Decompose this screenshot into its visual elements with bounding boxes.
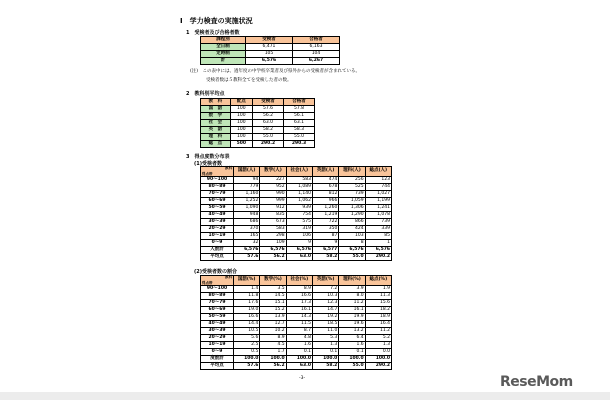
- header-row: [201, 167, 392, 177]
- column-header: 英語(%): [312, 276, 338, 286]
- row-label: 計: [201, 58, 246, 65]
- row-label: 90～100: [201, 286, 234, 293]
- table-cell: 14.4: [234, 321, 260, 328]
- table-cell: 14.5: [260, 293, 286, 300]
- ratio-table-heading: (2)受検者数の割合: [194, 269, 238, 275]
- row-label: 20～29: [201, 226, 234, 233]
- row-label: 人数計: [201, 247, 234, 254]
- table-cell: 912: [260, 205, 286, 212]
- note-line-2: 受検者数は５教科全てを受検した者の数。: [206, 78, 292, 83]
- table-cell: 256: [339, 177, 365, 184]
- table-cell: 123: [365, 177, 391, 184]
- table-cell: 5.6: [234, 335, 260, 342]
- column-header: 英語(人): [312, 167, 338, 177]
- table-cell: 11.2: [339, 300, 365, 307]
- table-cell: 722: [312, 219, 338, 226]
- row-label: 理 科: [201, 134, 231, 141]
- table-cell: 100: [230, 134, 252, 141]
- table-cell: 14.7: [312, 307, 338, 314]
- table-cell: 100.0: [234, 356, 260, 363]
- table-cell: 0.1: [312, 349, 338, 356]
- table-cell: 952: [260, 184, 286, 191]
- table-cell: 319: [286, 226, 312, 233]
- table-cell: 100.0: [339, 356, 365, 363]
- table-cell: 990: [260, 191, 286, 198]
- table-cell: 57.6: [234, 363, 260, 370]
- header-row: [201, 99, 315, 106]
- column-header: 合格者: [283, 99, 314, 106]
- row-label: 定時制: [201, 51, 246, 58]
- table-cell: 100: [230, 113, 252, 120]
- table-cell: 2.5: [234, 342, 260, 349]
- table-cell: 103: [339, 233, 365, 240]
- column-header: 数学(%): [260, 276, 286, 286]
- table-cell: 56.2: [252, 113, 283, 120]
- table-cell: 8.9: [260, 335, 286, 342]
- column-header: 教 科: [201, 99, 231, 106]
- table-cell: 11.8: [234, 293, 260, 300]
- section3-heading: 3 得点度数分布表: [186, 154, 230, 160]
- table-cell: 6,576: [365, 247, 391, 254]
- table-cell: 16.4: [365, 321, 391, 328]
- table-cell: 16.6: [286, 293, 312, 300]
- applicants-table: [200, 36, 340, 65]
- column-header: 数学(人): [260, 167, 286, 177]
- column-header: 受検者: [252, 99, 283, 106]
- table-cell: 1,062: [286, 198, 312, 205]
- row-label: 50～59: [201, 205, 234, 212]
- row-label: 10～19: [201, 233, 234, 240]
- table-cell: 56.2: [260, 363, 286, 370]
- header-row: [201, 276, 392, 286]
- row-label: 10～19: [201, 342, 234, 349]
- table-cell: 165: [234, 233, 260, 240]
- table-cell: 290.2: [365, 254, 391, 261]
- header-row: [201, 37, 340, 44]
- table-cell: 6,576: [260, 247, 286, 254]
- table-row: [201, 106, 315, 113]
- table-cell: 16.1: [286, 307, 312, 314]
- row-label: 全日制: [201, 44, 246, 51]
- table-row: [201, 226, 392, 233]
- table-cell: 19.9: [339, 314, 365, 321]
- table-cell: 6.4: [339, 335, 365, 342]
- table-cell: 290.2: [365, 363, 391, 370]
- table-cell: 6,576: [245, 58, 292, 65]
- table-cell: 1,140: [286, 191, 312, 198]
- table-cell: 4.5: [260, 342, 286, 349]
- table-cell: 0.5: [234, 349, 260, 356]
- table-cell: 58.2: [252, 127, 283, 134]
- bottom-bar: [0, 392, 610, 400]
- table-cell: 6,471: [245, 44, 292, 51]
- table-cell: 7.2: [312, 286, 338, 293]
- table-row: [201, 205, 392, 212]
- table-cell: 1,199: [365, 198, 391, 205]
- table-cell: 57.6: [252, 106, 283, 113]
- table-cell: 11.3: [365, 293, 391, 300]
- document-title: Ⅰ 学力検査の実施状況: [180, 17, 253, 25]
- corner-top-label: 教科: [225, 275, 232, 279]
- table-row: [201, 233, 392, 240]
- table-cell: 575: [286, 219, 312, 226]
- table-cell: 17.3: [286, 300, 312, 307]
- table-cell: 866: [339, 219, 365, 226]
- table-cell: 1.4: [234, 286, 260, 293]
- table-cell: 1,027: [365, 191, 391, 198]
- table-cell: 12.3: [312, 300, 338, 307]
- table-cell: 339: [365, 226, 391, 233]
- table-row: [201, 349, 392, 356]
- table-cell: 6,267: [292, 58, 339, 65]
- table-cell: 424: [339, 226, 365, 233]
- table-cell: 1,241: [365, 205, 391, 212]
- section2-heading: 2 教科別平均点: [186, 91, 225, 97]
- table-cell: 583: [260, 226, 286, 233]
- table-row: [201, 58, 340, 65]
- table-cell: 1,090: [234, 205, 260, 212]
- table-row: [201, 127, 315, 134]
- corner-top-label: 教科: [225, 166, 232, 170]
- table-cell: 100.0: [312, 356, 338, 363]
- table-cell: 109: [260, 240, 286, 247]
- table-cell: 1,059: [339, 198, 365, 205]
- table-cell: 18.9: [365, 314, 391, 321]
- table-cell: 19.0: [234, 307, 260, 314]
- table-cell: 16.6: [234, 314, 260, 321]
- row-label: 0～9: [201, 349, 234, 356]
- table-cell: 1,089: [286, 184, 312, 191]
- table-cell: 1: [365, 240, 391, 247]
- table-cell: 14.3: [286, 314, 312, 321]
- row-label: 50～59: [201, 314, 234, 321]
- table-cell: 939: [286, 205, 312, 212]
- row-label: 国 語: [201, 106, 231, 113]
- table-cell: 58.2: [312, 254, 338, 261]
- table-cell: 583: [286, 177, 312, 184]
- table-row: [201, 335, 392, 342]
- row-label: 0～9: [201, 240, 234, 247]
- table-cell: 85: [365, 233, 391, 240]
- table-cell: 94: [234, 177, 260, 184]
- table-cell: 12.7: [260, 321, 286, 328]
- table-cell: 9: [312, 240, 338, 247]
- table-cell: 11.5: [286, 321, 312, 328]
- table-cell: 678: [312, 184, 338, 191]
- table-row: [201, 212, 392, 219]
- column-header: 理科(%): [339, 276, 365, 286]
- table-cell: 350: [312, 226, 338, 233]
- table-cell: 106: [286, 233, 312, 240]
- table-cell: 227: [260, 177, 286, 184]
- section1-heading: 1 受検者及び合格者数: [186, 30, 240, 36]
- table-row: [201, 177, 392, 184]
- table-cell: 1,160: [234, 191, 260, 198]
- table-cell: 18.5: [312, 321, 338, 328]
- table-cell: 744: [365, 184, 391, 191]
- table-cell: 474: [312, 177, 338, 184]
- table-cell: 739: [365, 219, 391, 226]
- table-cell: 63.1: [283, 120, 314, 127]
- column-header: 合格者: [292, 37, 339, 44]
- table-row: [201, 363, 392, 370]
- table-cell: 8.9: [286, 286, 312, 293]
- table-cell: 19.6: [339, 321, 365, 328]
- table-cell: 8.7: [286, 328, 312, 335]
- table-row: [201, 191, 392, 198]
- table-cell: 3.9: [339, 286, 365, 293]
- table-cell: 11.2: [365, 328, 391, 335]
- table-cell: 55.0: [283, 134, 314, 141]
- row-label: 40～49: [201, 321, 234, 328]
- column-header: 総点(%): [365, 276, 391, 286]
- table-row: [201, 51, 340, 58]
- table-cell: 686: [234, 219, 260, 226]
- column-header: 社会(人): [286, 167, 312, 177]
- table-cell: 500: [230, 141, 252, 148]
- table-cell: 19.2: [312, 314, 338, 321]
- table-cell: 10.5: [234, 328, 260, 335]
- row-label: 社 会: [201, 120, 231, 127]
- row-label: 60～69: [201, 198, 234, 205]
- table-cell: 3.5: [260, 286, 286, 293]
- table-cell: 812: [312, 191, 338, 198]
- table-cell: 15.2: [260, 307, 286, 314]
- table-cell: 17.6: [234, 300, 260, 307]
- row-label: 総 点: [201, 141, 231, 148]
- table-row: [201, 247, 392, 254]
- row-label: 30～39: [201, 219, 234, 226]
- table-cell: 56.2: [260, 254, 286, 261]
- row-label: 60～69: [201, 307, 234, 314]
- column-header: 理科(人): [339, 167, 365, 177]
- table-cell: 6,576: [286, 247, 312, 254]
- table-cell: 673: [260, 219, 286, 226]
- table-cell: 63.0: [252, 120, 283, 127]
- table-cell: 100.0: [365, 356, 391, 363]
- column-header: 国語(人): [234, 167, 260, 177]
- column-header: 総点(人): [365, 167, 391, 177]
- table-cell: 0.1: [339, 349, 365, 356]
- table-cell: 15.1: [260, 300, 286, 307]
- resemom-logo: ReseMom: [500, 374, 573, 390]
- table-cell: 100.0: [260, 356, 286, 363]
- table-cell: 1.9: [365, 286, 391, 293]
- column-header: 国語(%): [234, 276, 260, 286]
- table-row: [201, 321, 392, 328]
- table-row: [201, 300, 392, 307]
- table-cell: 100.0: [286, 356, 312, 363]
- table-row: [201, 356, 392, 363]
- table-cell: 56.1: [283, 113, 314, 120]
- table-row: [201, 44, 340, 51]
- subject-average-table: [200, 98, 315, 148]
- table-cell: 0.1: [286, 349, 312, 356]
- column-header: 社会(%): [286, 276, 312, 286]
- row-label: 平均点: [201, 363, 234, 370]
- page-number: -3-: [299, 376, 306, 381]
- table-cell: 10.3: [312, 293, 338, 300]
- table-cell: 754: [286, 212, 312, 219]
- table-row: [201, 314, 392, 321]
- column-header: 課程別: [201, 37, 246, 44]
- table-cell: 55.0: [252, 134, 283, 141]
- table-cell: 1,219: [312, 212, 338, 219]
- table-row: [201, 198, 392, 205]
- score-count-table: [200, 166, 392, 261]
- table-cell: 55.0: [339, 254, 365, 261]
- table-cell: 13.9: [260, 314, 286, 321]
- table-cell: 0.0: [365, 349, 391, 356]
- table-cell: 8: [339, 240, 365, 247]
- table-cell: 32: [234, 240, 260, 247]
- table-cell: 1.3: [365, 342, 391, 349]
- table-cell: 1,290: [339, 212, 365, 219]
- row-label: 40～49: [201, 212, 234, 219]
- table-cell: 63.0: [286, 254, 312, 261]
- table-row: [201, 120, 315, 127]
- row-label: 度数計: [201, 356, 234, 363]
- table-cell: 18.2: [365, 307, 391, 314]
- table-cell: 57.8: [283, 106, 314, 113]
- row-label: 30～39: [201, 328, 234, 335]
- table-cell: 15.6: [365, 300, 391, 307]
- table-row: [201, 328, 392, 335]
- table-cell: 1.6: [286, 342, 312, 349]
- row-label: 20～29: [201, 335, 234, 342]
- row-label: 70～79: [201, 300, 234, 307]
- table-cell: 1,252: [234, 198, 260, 205]
- table-cell: 1.6: [339, 342, 365, 349]
- table-row: [201, 254, 392, 261]
- table-cell: 55.0: [339, 363, 365, 370]
- table-row: [201, 134, 315, 141]
- table-cell: 8.0: [339, 293, 365, 300]
- table-cell: 290.3: [283, 141, 314, 148]
- table-cell: 100: [230, 127, 252, 134]
- table-cell: 999: [260, 198, 286, 205]
- table-cell: 6,576: [234, 247, 260, 254]
- table-cell: 298: [260, 233, 286, 240]
- count-table-heading: (1)受検者数: [194, 161, 223, 167]
- table-cell: 10.2: [260, 328, 286, 335]
- table-cell: 966: [312, 198, 338, 205]
- table-row: [201, 113, 315, 120]
- table-cell: 105: [245, 51, 292, 58]
- column-header: 受検者: [245, 37, 292, 44]
- table-row: [201, 240, 392, 247]
- table-row: [201, 342, 392, 349]
- column-header: 配点: [230, 99, 252, 106]
- table-row: [201, 307, 392, 314]
- table-cell: 5.2: [365, 335, 391, 342]
- table-cell: 57.6: [234, 254, 260, 261]
- table-cell: 6,163: [292, 44, 339, 51]
- table-cell: 1,078: [365, 212, 391, 219]
- table-cell: 100: [230, 120, 252, 127]
- table-cell: 16.1: [339, 307, 365, 314]
- table-cell: 13.2: [339, 328, 365, 335]
- table-cell: 948: [234, 212, 260, 219]
- corner-header: [201, 276, 234, 286]
- corner-bottom-label: 得点帯: [202, 171, 213, 176]
- row-label: 平均点: [201, 254, 234, 261]
- table-cell: 5.3: [312, 335, 338, 342]
- note-line-1: (注) この表中には、過年度の中学校卒業者及び県外からの受検者が含まれている。: [190, 69, 361, 74]
- table-row: [201, 219, 392, 226]
- table-cell: 835: [260, 212, 286, 219]
- table-cell: 11.0: [312, 328, 338, 335]
- table-cell: 779: [234, 184, 260, 191]
- table-cell: 6,577: [312, 247, 338, 254]
- table-cell: 739: [339, 191, 365, 198]
- table-row: [201, 286, 392, 293]
- table-row: [201, 141, 315, 148]
- row-label: 数 学: [201, 113, 231, 120]
- table-row: [201, 184, 392, 191]
- table-cell: 525: [339, 184, 365, 191]
- table-cell: 4.8: [286, 335, 312, 342]
- row-label: 英 語: [201, 127, 231, 134]
- table-cell: 58.3: [283, 127, 314, 134]
- table-cell: 1.3: [312, 342, 338, 349]
- table-cell: 87: [312, 233, 338, 240]
- table-cell: 1.7: [260, 349, 286, 356]
- row-label: 80～89: [201, 184, 234, 191]
- row-label: 90～100: [201, 177, 234, 184]
- table-cell: 9: [286, 240, 312, 247]
- table-cell: 104: [292, 51, 339, 58]
- table-cell: 370: [234, 226, 260, 233]
- table-cell: 6,576: [339, 247, 365, 254]
- table-cell: 63.0: [286, 363, 312, 370]
- table-row: [201, 293, 392, 300]
- row-label: 80～89: [201, 293, 234, 300]
- table-cell: 58.2: [312, 363, 338, 370]
- row-label: 70～79: [201, 191, 234, 198]
- corner-bottom-label: 得点帯: [202, 280, 213, 285]
- corner-header: [201, 167, 234, 177]
- table-cell: 1,306: [339, 205, 365, 212]
- score-ratio-table: [200, 275, 392, 370]
- table-cell: 1,260: [312, 205, 338, 212]
- table-cell: 290.2: [252, 141, 283, 148]
- table-cell: 100: [230, 106, 252, 113]
